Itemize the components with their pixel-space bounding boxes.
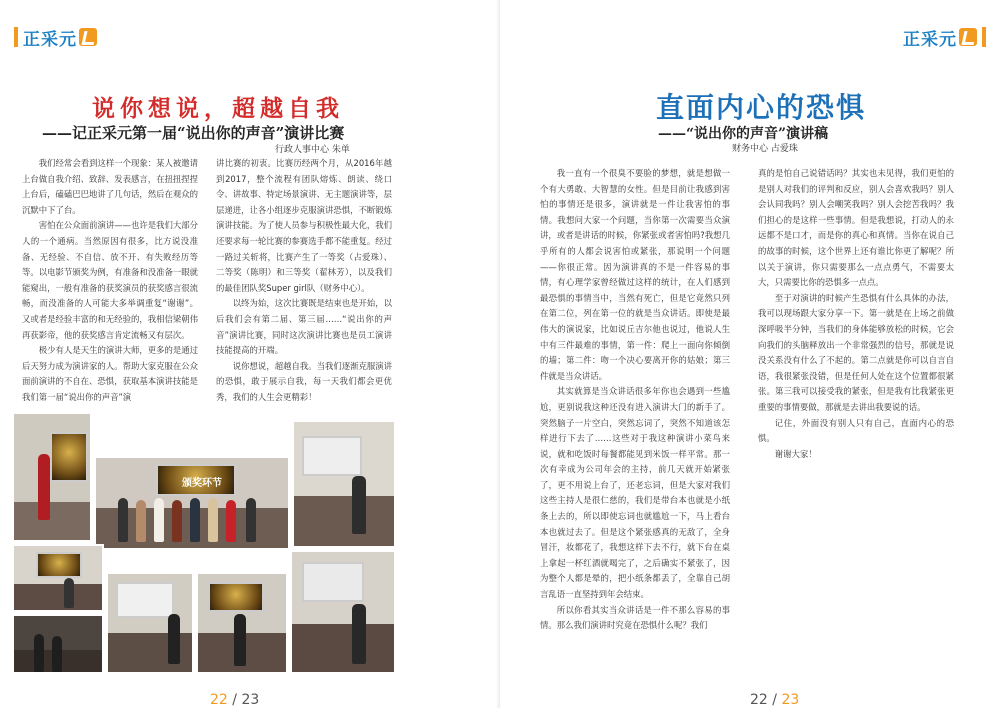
speaker-figure bbox=[38, 454, 50, 520]
paragraph: 我一直有一个很臭不要脸的梦想，就是想做一个有大勇敢、大智慧的女性。但是目前让我感到害怕的事情还是很多，演讲就是一件让我害怕的事情。我想问大家一个问题，当你第一次需要当众演讲，或者是讲话的时候，你紧张或者害怕吗?我想几乎所有的人都会说害怕或紧张，那说明一个问题——你很正常。因为演讲真的不是一件容易的事情，有心理学家曾经做过这样的统计，在人们感到最恐惧的事情当中，当然有死亡，但是它竟然只列在第二位，列在第一位的就是当众讲话。即使是最伟大的演说家，比如说丘吉尔他也说过，他说人生中有三件最难的事情，第一件：爬上一面向你倾倒的墙；第二件：吻一个决心要离开你的姑娘；第三件就是当众讲话。 bbox=[540, 168, 730, 381]
article-author: 财务中心 占爱珠 bbox=[732, 144, 798, 154]
article-subtitle: ——记正采元第一届“说出你的声音”演讲比赛 bbox=[42, 124, 345, 142]
paragraph: 其实就算是当众讲话很多年你也会遇到一些尴尬，更别说我这种还没有进入演讲大门的新手了。突然脑子一片空白，突然忘词了，突然不知道该怎样进行下去了……这些对于我这种演讲小菜鸟来说，就和吃饭时每餐都能见到米饭一样平常。那一次有幸成为公司年会的主持，前几天就开始紧张了，更不用说上台了，还老忘词，但是大家对我们这些主持人是很仁慈的，我们是带台本也就是小纸条上去的，所以即使忘词也就尴尬一下，马上看台本也就过去了。但是这个紧张感真的无敌了，全身冒汗，妆都花了，我想这样下去不行，就下台在桌上拿起一杯红酒就喝完了，之后确实不紧张了，因为整个人都是晕的，把小纸条都丢了，全靠自己胡言乱语一直坚持到年会结束。 bbox=[540, 386, 730, 600]
article-author: 行政人事中心 朱单 bbox=[275, 145, 350, 155]
stage-screen bbox=[116, 582, 174, 618]
event-photo bbox=[290, 550, 396, 674]
page-separator: / bbox=[767, 692, 782, 708]
logo-mark-icon bbox=[79, 28, 97, 46]
event-photo bbox=[292, 420, 396, 548]
page-other: 23 bbox=[241, 692, 260, 708]
event-photo bbox=[106, 572, 194, 674]
stage-screen bbox=[36, 552, 82, 578]
paragraph: 讲比赛的初衷。比赛历经两个月，从2016年越到2017，整个流程有团队熔炼、朗读、绕口令、讲故事、特定场景演讲、无主题演讲等，层层递进，让各小组逐步克服演讲恐惧，不断锻炼演讲技能。为了使人员参与积极性最大化，我们还要求每一轮比赛的参赛选手都不能重复。经过一路过关斩将，比赛产生了一等奖（占爱珠）、二等奖（陈明）和三等奖（翟林芳），以及我们的最佳团队奖Super girl队（财务中心）。 bbox=[216, 158, 392, 293]
right-page bbox=[500, 0, 1000, 708]
page-current: 22 bbox=[210, 692, 228, 708]
stage-screen bbox=[302, 436, 362, 476]
text-column-1 bbox=[22, 156, 198, 406]
text-column-2 bbox=[758, 166, 954, 462]
event-photo bbox=[12, 544, 104, 612]
stage-screen bbox=[50, 432, 88, 482]
paragraph: 记住，外面没有别人只有自己，直面内心的恐惧。 bbox=[758, 417, 954, 444]
brand-logo bbox=[14, 26, 97, 48]
stage-screen bbox=[302, 562, 364, 602]
article-title: 直面内心的恐惧 bbox=[656, 91, 867, 124]
event-photo bbox=[94, 456, 290, 550]
paragraph: 谢谢大家！ bbox=[774, 448, 817, 459]
logo-text: 正采元 bbox=[903, 29, 957, 50]
paragraph: 真的是怕自己说错话吗？其实也未见得，我们更怕的是别人对我们的评判和反应，别人会喜欢我吗？别人会认同我吗？别人会嘲笑我吗？别人会挖苦我吗？我们担心的是这样一些事情。但是我想说，打动人的永远都不是口才，而是你的真心和真情。当你在说自己的故事的时候，这个世界上还有谁比你更了解呢？所以关于演讲，你只需要那么一点点勇气，不需要太大，只需要比你的恐惧多一点点。 bbox=[758, 168, 954, 288]
stage-screen bbox=[208, 582, 264, 612]
logo-bar-icon bbox=[982, 27, 986, 47]
page-number bbox=[750, 692, 799, 708]
page-other: 22 bbox=[750, 692, 768, 708]
paragraph: 所以你看其实当众讲话是一件不那么容易的事情。那么我们演讲时究竟在恐惧什么呢？我们 bbox=[540, 604, 730, 631]
award-banner: 颁奖环节 bbox=[182, 478, 222, 489]
logo-text: 正采元 bbox=[23, 29, 77, 50]
article-subtitle: ——“说出你的声音”演讲稿 bbox=[658, 126, 829, 142]
logo-bar-icon bbox=[14, 27, 18, 47]
paragraph: 极少有人是天生的演讲大师，更多的是通过后天努力成为演讲家的人。帮助大家克服在公众面前演讲的不自在、恐惧，获取基本演讲技能是我们第一届“说出你的声音”演 bbox=[22, 345, 198, 402]
paragraph: 害怕在公众面前演讲——也许是我们大部分人的一个通病。当然原因有很多，比方说没准备、无经验、不自信、放不开、有失败经历等等。以电影节颁奖为例，有准备和没准备一眼就能窥出，一般有准备的获奖演员的获奖感言很流畅，而没准备的人可能大多举调重复“谢谢”。又或者是经验丰富的和无经验的，我相信梁朝伟再获影帝，他的获奖感言肯定流畅又有层次。 bbox=[22, 220, 198, 340]
paragraph: 至于对演讲的时候产生恐惧有什么具体的办法，我可以现场跟大家分享一下。第一就是在上场之前做深呼吸半分钟，当我们的身体能够放松的时候，它会向我们的头脑释放出一个非常强烈的信号，那就是说没关系没有什么了不起的。第二点就是你可以自言自语，我很紧张没错，但是任何人处在这个位置都很紧张。第三我可以接受我的紧张，但是我有比我紧张更重要的事情要做，那就是去讲出我要说的话。 bbox=[758, 292, 954, 412]
paragraph: 我们经常会看到这样一个现象：某人被邀请上台做自我介绍、致辞、发表感言，在扭扭捏捏上台后，磕磕巴巴地讲了几句话，然后在观众的沉默中下了台。 bbox=[22, 158, 198, 215]
paragraph: 说你想说，超越自我。当我们逐渐克服演讲的恐惧，敢于展示自我，每一天我们都会更优秀，我们的人生会更精彩！ bbox=[216, 360, 392, 402]
event-photo bbox=[12, 614, 104, 674]
brand-logo bbox=[903, 26, 986, 48]
page-number bbox=[210, 692, 259, 708]
event-photo bbox=[12, 412, 92, 542]
page-separator: / bbox=[227, 692, 242, 708]
article-title: 说你想说，超越自我 bbox=[92, 95, 344, 122]
page-current: 23 bbox=[781, 692, 800, 708]
event-photo bbox=[196, 572, 288, 674]
text-column-1 bbox=[540, 166, 730, 634]
paragraph: 以终为始，这次比赛既是结束也是开始，以后我们会有第二届、第三届……“说出你的声音”演讲比赛，同时这次演讲比赛也是员工演讲技能提高的开端。 bbox=[216, 298, 392, 356]
text-column-2 bbox=[216, 156, 392, 406]
logo-mark-icon bbox=[959, 28, 977, 46]
